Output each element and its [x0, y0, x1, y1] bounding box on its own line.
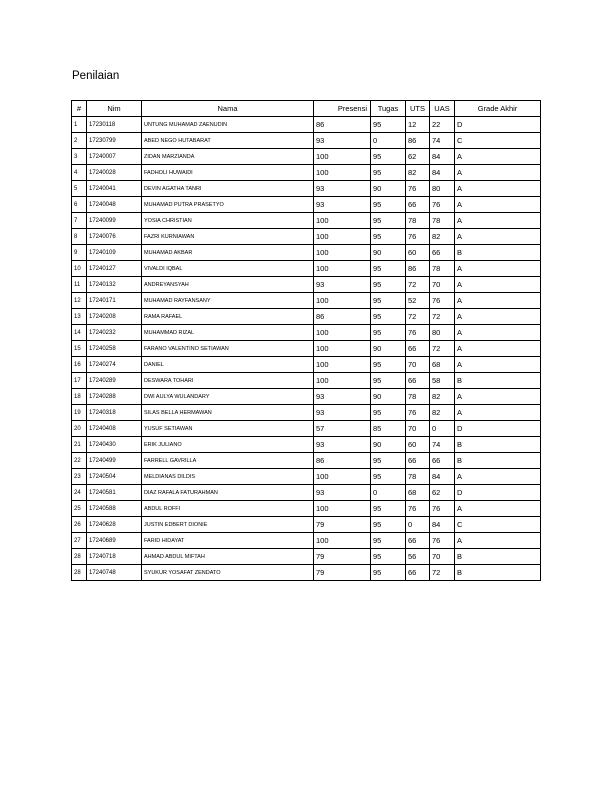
row-number: 25	[72, 501, 87, 517]
uts-cell: 62	[406, 149, 430, 165]
nim-cell: 17230799	[87, 133, 142, 149]
table-row	[72, 469, 541, 485]
table-row	[72, 325, 541, 341]
nim-cell: 17240048	[87, 197, 142, 213]
row-number: 5	[72, 181, 87, 197]
grade-cell: A	[455, 469, 541, 485]
tugas-cell: 90	[371, 245, 406, 261]
nim-cell: 17240408	[87, 421, 142, 437]
nim-cell: 17240718	[87, 549, 142, 565]
table-row	[72, 453, 541, 469]
presensi-cell: 86	[314, 117, 371, 133]
nim-cell: 17240171	[87, 293, 142, 309]
uas-cell: 22	[430, 117, 455, 133]
grade-cell: A	[455, 405, 541, 421]
row-number: 14	[72, 325, 87, 341]
grade-cell: D	[455, 421, 541, 437]
uas-cell: 78	[430, 213, 455, 229]
tugas-cell: 95	[371, 213, 406, 229]
tugas-cell: 95	[371, 117, 406, 133]
table-row	[72, 565, 541, 581]
uas-cell: 82	[430, 389, 455, 405]
table-body	[72, 117, 541, 581]
grade-cell: A	[455, 165, 541, 181]
col-header-uas: UAS	[430, 101, 455, 117]
uts-cell: 82	[406, 165, 430, 181]
nim-cell: 17240232	[87, 325, 142, 341]
uts-cell: 70	[406, 357, 430, 373]
uas-cell: 84	[430, 469, 455, 485]
uas-cell: 68	[430, 357, 455, 373]
row-number: 7	[72, 213, 87, 229]
row-number: 16	[72, 357, 87, 373]
nim-cell: 17240099	[87, 213, 142, 229]
nim-cell: 17230118	[87, 117, 142, 133]
uas-cell: 76	[430, 293, 455, 309]
uts-cell: 68	[406, 485, 430, 501]
uts-cell: 0	[406, 517, 430, 533]
table-row	[72, 549, 541, 565]
uts-cell: 78	[406, 389, 430, 405]
nim-cell: 17240258	[87, 341, 142, 357]
presensi-cell: 100	[314, 501, 371, 517]
table-row	[72, 309, 541, 325]
row-number: 23	[72, 469, 87, 485]
uts-cell: 56	[406, 549, 430, 565]
tugas-cell: 95	[371, 453, 406, 469]
grade-cell: A	[455, 309, 541, 325]
grade-cell: A	[455, 261, 541, 277]
uas-cell: 70	[430, 549, 455, 565]
grade-cell: A	[455, 213, 541, 229]
nim-cell: 17240132	[87, 277, 142, 293]
nama-cell: MELDIANAS DILDIS	[142, 469, 314, 485]
presensi-cell: 100	[314, 341, 371, 357]
table-row	[72, 485, 541, 501]
table-row	[72, 293, 541, 309]
tugas-cell: 95	[371, 229, 406, 245]
nama-cell: YOSIA CHRISTIAN	[142, 213, 314, 229]
nim-cell: 17240208	[87, 309, 142, 325]
table-row	[72, 373, 541, 389]
nama-cell: VIVALDI IQBAL	[142, 261, 314, 277]
grade-cell: A	[455, 501, 541, 517]
row-number: 20	[72, 421, 87, 437]
row-number: 18	[72, 389, 87, 405]
row-number: 12	[72, 293, 87, 309]
row-number: 19	[72, 405, 87, 421]
nim-cell: 17240127	[87, 261, 142, 277]
col-header-presensi: Presensi	[314, 101, 371, 117]
nama-cell: FAZRI KURNIAWAN	[142, 229, 314, 245]
uas-cell: 66	[430, 453, 455, 469]
uts-cell: 76	[406, 325, 430, 341]
tugas-cell: 95	[371, 549, 406, 565]
tugas-cell: 90	[371, 437, 406, 453]
uts-cell: 78	[406, 213, 430, 229]
nim-cell: 17240628	[87, 517, 142, 533]
uts-cell: 66	[406, 533, 430, 549]
nim-cell: 17240007	[87, 149, 142, 165]
grade-cell: B	[455, 437, 541, 453]
grades-table	[71, 100, 541, 581]
presensi-cell: 93	[314, 389, 371, 405]
tugas-cell: 95	[371, 325, 406, 341]
row-number: 11	[72, 277, 87, 293]
page-title: Penilaian	[72, 70, 120, 82]
uts-cell: 66	[406, 453, 430, 469]
uts-cell: 76	[406, 405, 430, 421]
presensi-cell: 93	[314, 181, 371, 197]
col-header-tugas: Tugas	[371, 101, 406, 117]
nim-cell: 17240041	[87, 181, 142, 197]
table-row	[72, 149, 541, 165]
col-header-uts: UTS	[406, 101, 430, 117]
row-number: 6	[72, 197, 87, 213]
tugas-cell: 95	[371, 517, 406, 533]
nama-cell: ERIK JULIANO	[142, 437, 314, 453]
row-number: 1	[72, 117, 87, 133]
grade-cell: D	[455, 485, 541, 501]
presensi-cell: 93	[314, 485, 371, 501]
nama-cell: ABDUL ROFFI	[142, 501, 314, 517]
row-number: 4	[72, 165, 87, 181]
uas-cell: 74	[430, 437, 455, 453]
nim-cell: 17240504	[87, 469, 142, 485]
uas-cell: 66	[430, 245, 455, 261]
grade-cell: A	[455, 149, 541, 165]
presensi-cell: 93	[314, 437, 371, 453]
presensi-cell: 79	[314, 565, 371, 581]
grade-cell: C	[455, 517, 541, 533]
uts-cell: 60	[406, 245, 430, 261]
grade-cell: A	[455, 341, 541, 357]
nama-cell: ANDREYANSYAH	[142, 277, 314, 293]
tugas-cell: 90	[371, 389, 406, 405]
tugas-cell: 0	[371, 133, 406, 149]
presensi-cell: 86	[314, 309, 371, 325]
nama-cell: FARRELL GAVRILLA	[142, 453, 314, 469]
tugas-cell: 95	[371, 357, 406, 373]
grade-cell: B	[455, 373, 541, 389]
grade-cell: A	[455, 181, 541, 197]
nama-cell: DWI AULYA WULANDARY	[142, 389, 314, 405]
uts-cell: 78	[406, 469, 430, 485]
uas-cell: 80	[430, 325, 455, 341]
nama-cell: SILAS BELLA HERMAWAN	[142, 405, 314, 421]
table-row	[72, 533, 541, 549]
uas-cell: 72	[430, 565, 455, 581]
uas-cell: 78	[430, 261, 455, 277]
uas-cell: 76	[430, 197, 455, 213]
nama-cell: MUHAMMAD RIZAL	[142, 325, 314, 341]
nim-cell: 17240581	[87, 485, 142, 501]
row-number: 21	[72, 437, 87, 453]
uas-cell: 76	[430, 501, 455, 517]
grade-cell: A	[455, 293, 541, 309]
table-row	[72, 405, 541, 421]
nim-cell: 17240028	[87, 165, 142, 181]
grade-cell: A	[455, 277, 541, 293]
uts-cell: 60	[406, 437, 430, 453]
nama-cell: RAMA RAFAEL	[142, 309, 314, 325]
row-number: 9	[72, 245, 87, 261]
row-number: 15	[72, 341, 87, 357]
grade-cell: A	[455, 325, 541, 341]
uas-cell: 72	[430, 309, 455, 325]
grade-cell: A	[455, 229, 541, 245]
uts-cell: 76	[406, 181, 430, 197]
presensi-cell: 100	[314, 165, 371, 181]
grade-cell: B	[455, 453, 541, 469]
table-header-row	[72, 101, 541, 117]
uas-cell: 76	[430, 533, 455, 549]
nama-cell: DEVIN AGATHA TANRI	[142, 181, 314, 197]
uas-cell: 84	[430, 149, 455, 165]
table-row	[72, 213, 541, 229]
presensi-cell: 100	[314, 325, 371, 341]
col-header-nama: Nama	[142, 101, 314, 117]
uts-cell: 86	[406, 261, 430, 277]
nama-cell: UNTUNG MUHAMAD ZAENUDIN	[142, 117, 314, 133]
tugas-cell: 90	[371, 341, 406, 357]
presensi-cell: 93	[314, 405, 371, 421]
row-number: 26	[72, 517, 87, 533]
uts-cell: 12	[406, 117, 430, 133]
presensi-cell: 100	[314, 245, 371, 261]
nama-cell: DANIEL	[142, 357, 314, 373]
uas-cell: 70	[430, 277, 455, 293]
row-number: 10	[72, 261, 87, 277]
tugas-cell: 95	[371, 149, 406, 165]
grade-cell: A	[455, 389, 541, 405]
col-header-number: #	[72, 101, 87, 117]
presensi-cell: 86	[314, 453, 371, 469]
uas-cell: 62	[430, 485, 455, 501]
tugas-cell: 90	[371, 181, 406, 197]
row-number: 2	[72, 133, 87, 149]
presensi-cell: 57	[314, 421, 371, 437]
presensi-cell: 93	[314, 133, 371, 149]
nim-cell: 17240748	[87, 565, 142, 581]
uts-cell: 70	[406, 421, 430, 437]
uts-cell: 66	[406, 565, 430, 581]
grade-cell: A	[455, 533, 541, 549]
table-row	[72, 165, 541, 181]
uts-cell: 86	[406, 133, 430, 149]
grade-cell: B	[455, 565, 541, 581]
nim-cell: 17240499	[87, 453, 142, 469]
tugas-cell: 95	[371, 565, 406, 581]
grade-cell: B	[455, 245, 541, 261]
uts-cell: 52	[406, 293, 430, 309]
nama-cell: ABED NEGO HUTABARAT	[142, 133, 314, 149]
presensi-cell: 100	[314, 533, 371, 549]
row-number: 28	[72, 549, 87, 565]
nama-cell: MUHAMAD RAYFANSANY	[142, 293, 314, 309]
presensi-cell: 79	[314, 517, 371, 533]
row-number: 24	[72, 485, 87, 501]
table-row	[72, 117, 541, 133]
presensi-cell: 100	[314, 357, 371, 373]
table-row	[72, 181, 541, 197]
row-number: 17	[72, 373, 87, 389]
presensi-cell: 100	[314, 149, 371, 165]
tugas-cell: 95	[371, 293, 406, 309]
table-row	[72, 229, 541, 245]
table-row	[72, 437, 541, 453]
row-number: 13	[72, 309, 87, 325]
grade-cell: B	[455, 549, 541, 565]
presensi-cell: 93	[314, 277, 371, 293]
col-header-grade-akhir: Grade Akhir	[455, 101, 541, 117]
tugas-cell: 95	[371, 533, 406, 549]
table-row	[72, 277, 541, 293]
presensi-cell: 93	[314, 197, 371, 213]
nama-cell: DESWARA TOHARI	[142, 373, 314, 389]
table-row	[72, 389, 541, 405]
table-row	[72, 517, 541, 533]
tugas-cell: 95	[371, 261, 406, 277]
uas-cell: 72	[430, 341, 455, 357]
grade-cell: A	[455, 357, 541, 373]
uas-cell: 58	[430, 373, 455, 389]
table-row	[72, 197, 541, 213]
nim-cell: 17240076	[87, 229, 142, 245]
nama-cell: YUSUF SETIAWAN	[142, 421, 314, 437]
presensi-cell: 100	[314, 469, 371, 485]
tugas-cell: 0	[371, 485, 406, 501]
tugas-cell: 95	[371, 277, 406, 293]
uts-cell: 66	[406, 197, 430, 213]
nama-cell: AHMAD ABDUL MIFTAH	[142, 549, 314, 565]
uts-cell: 66	[406, 373, 430, 389]
nama-cell: JUSTIN EDBERT DIONIE	[142, 517, 314, 533]
uts-cell: 72	[406, 309, 430, 325]
nim-cell: 17240109	[87, 245, 142, 261]
tugas-cell: 95	[371, 501, 406, 517]
uas-cell: 0	[430, 421, 455, 437]
tugas-cell: 95	[371, 373, 406, 389]
presensi-cell: 79	[314, 549, 371, 565]
presensi-cell: 100	[314, 373, 371, 389]
nama-cell: ZIDAN MARZIANDA	[142, 149, 314, 165]
tugas-cell: 95	[371, 165, 406, 181]
row-number: 8	[72, 229, 87, 245]
nama-cell: SYUKUR YOSAFAT ZENDATO	[142, 565, 314, 581]
presensi-cell: 100	[314, 261, 371, 277]
table-row	[72, 357, 541, 373]
table-row	[72, 501, 541, 517]
nama-cell: FARANO VALENTINO SETIAWAN	[142, 341, 314, 357]
grade-cell: A	[455, 197, 541, 213]
nama-cell: MUHAMAD AKBAR	[142, 245, 314, 261]
table-row	[72, 133, 541, 149]
nim-cell: 17240430	[87, 437, 142, 453]
uas-cell: 74	[430, 133, 455, 149]
nim-cell: 17240288	[87, 389, 142, 405]
table-row	[72, 421, 541, 437]
uas-cell: 84	[430, 517, 455, 533]
tugas-cell: 95	[371, 309, 406, 325]
presensi-cell: 100	[314, 213, 371, 229]
nim-cell: 17240318	[87, 405, 142, 421]
presensi-cell: 100	[314, 229, 371, 245]
table-row	[72, 341, 541, 357]
tugas-cell: 95	[371, 405, 406, 421]
nim-cell: 17240689	[87, 533, 142, 549]
row-number: 28	[72, 565, 87, 581]
nama-cell: FADHOLI HUWAIDI	[142, 165, 314, 181]
table-row	[72, 261, 541, 277]
tugas-cell: 95	[371, 197, 406, 213]
tugas-cell: 95	[371, 469, 406, 485]
uas-cell: 84	[430, 165, 455, 181]
nama-cell: DIAZ RAFALA FATURAHMAN	[142, 485, 314, 501]
uts-cell: 76	[406, 229, 430, 245]
nim-cell: 17240274	[87, 357, 142, 373]
nim-cell: 17240289	[87, 373, 142, 389]
uts-cell: 66	[406, 341, 430, 357]
presensi-cell: 100	[314, 293, 371, 309]
nim-cell: 17240588	[87, 501, 142, 517]
row-number: 22	[72, 453, 87, 469]
uas-cell: 82	[430, 405, 455, 421]
uts-cell: 76	[406, 501, 430, 517]
grade-cell: D	[455, 117, 541, 133]
nama-cell: FARID HIDAYAT	[142, 533, 314, 549]
col-header-nim: Nim	[87, 101, 142, 117]
nama-cell: MUHAMAD PUTRA PRASETYO	[142, 197, 314, 213]
row-number: 27	[72, 533, 87, 549]
uas-cell: 82	[430, 229, 455, 245]
uts-cell: 72	[406, 277, 430, 293]
table-row	[72, 245, 541, 261]
tugas-cell: 85	[371, 421, 406, 437]
row-number: 3	[72, 149, 87, 165]
grade-cell: C	[455, 133, 541, 149]
uas-cell: 80	[430, 181, 455, 197]
